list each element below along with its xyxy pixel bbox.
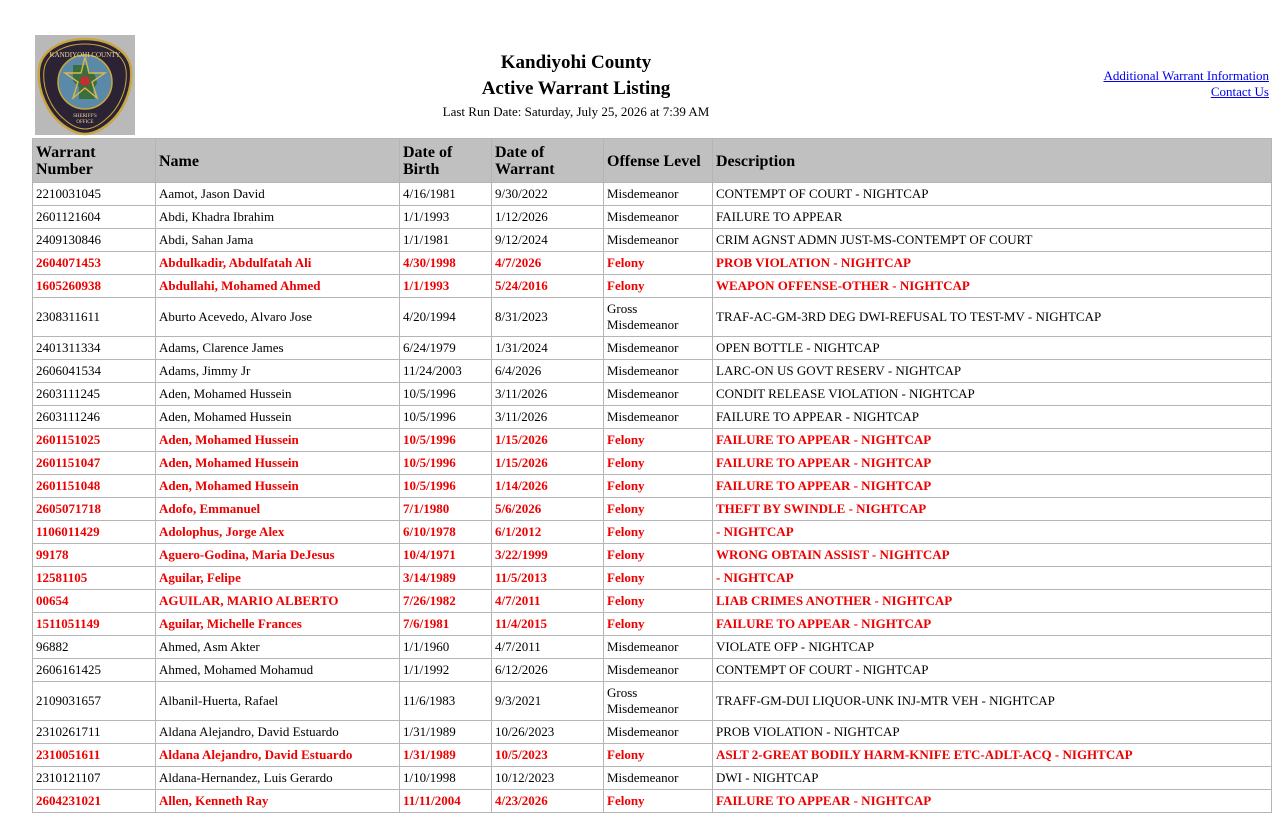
description-cell: CONTEMPT OF COURT - NIGHTCAP bbox=[713, 183, 1272, 206]
warrant-number-cell: 1106011429 bbox=[33, 521, 156, 544]
warrant-number-cell: 2310121107 bbox=[33, 767, 156, 790]
date-of-warrant-cell: 10/5/2023 bbox=[492, 744, 604, 767]
date-of-birth-cell: 11/24/2003 bbox=[400, 360, 492, 383]
date-of-birth-cell: 1/1/1981 bbox=[400, 229, 492, 252]
table-row bbox=[33, 183, 1272, 206]
date-of-birth-cell: 1/1/1993 bbox=[400, 275, 492, 298]
name-cell: Ahmed, Mohamed Mohamud bbox=[156, 659, 400, 682]
table-row bbox=[33, 767, 1272, 790]
offense-level-cell: Gross Misdemeanor bbox=[604, 682, 713, 721]
col-header-warrant-number: Warrant Number bbox=[33, 139, 156, 183]
table-row bbox=[33, 360, 1272, 383]
offense-level-cell: Misdemeanor bbox=[604, 229, 713, 252]
warrant-table bbox=[32, 138, 1272, 813]
col-header-offense-level: Offense Level bbox=[604, 139, 713, 183]
svg-text:SHERIFF'S: SHERIFF'S bbox=[73, 114, 97, 119]
col-header-description: Description bbox=[713, 139, 1272, 183]
description-cell: PROB VIOLATION - NIGHTCAP bbox=[713, 252, 1272, 275]
page-header bbox=[0, 0, 1280, 138]
name-cell: Ahmed, Asm Akter bbox=[156, 636, 400, 659]
date-of-birth-cell: 10/5/1996 bbox=[400, 383, 492, 406]
offense-level-cell: Felony bbox=[604, 452, 713, 475]
offense-level-cell: Misdemeanor bbox=[604, 767, 713, 790]
page-subtitle: Active Warrant Listing bbox=[481, 78, 671, 99]
date-of-birth-cell: 4/20/1994 bbox=[400, 298, 492, 337]
date-of-warrant-cell: 1/12/2026 bbox=[492, 206, 604, 229]
description-cell: FAILURE TO APPEAR - NIGHTCAP bbox=[713, 613, 1272, 636]
description-cell: CRIM AGNST ADMN JUST-MS-CONTEMPT OF COURT bbox=[713, 229, 1272, 252]
table-row bbox=[33, 682, 1272, 721]
name-cell: Adolophus, Jorge Alex bbox=[156, 521, 400, 544]
date-of-warrant-cell: 11/4/2015 bbox=[492, 613, 604, 636]
table-row bbox=[33, 744, 1272, 767]
warrant-number-cell: 1511051149 bbox=[33, 613, 156, 636]
table-row bbox=[33, 429, 1272, 452]
offense-level-cell: Felony bbox=[604, 475, 713, 498]
offense-level-cell: Felony bbox=[604, 429, 713, 452]
date-of-birth-cell: 1/1/1960 bbox=[400, 636, 492, 659]
description-cell: FAILURE TO APPEAR - NIGHTCAP bbox=[713, 452, 1272, 475]
offense-level-cell: Felony bbox=[604, 544, 713, 567]
date-of-birth-cell: 4/30/1998 bbox=[400, 252, 492, 275]
offense-level-cell: Felony bbox=[604, 613, 713, 636]
table-row bbox=[33, 659, 1272, 682]
description-cell: THEFT BY SWINDLE - NIGHTCAP bbox=[713, 498, 1272, 521]
date-of-warrant-cell: 10/26/2023 bbox=[492, 721, 604, 744]
date-of-birth-cell: 10/4/1971 bbox=[400, 544, 492, 567]
name-cell: Aburto Acevedo, Alvaro Jose bbox=[156, 298, 400, 337]
description-cell: DWI - NIGHTCAP bbox=[713, 767, 1272, 790]
header-links bbox=[1103, 68, 1269, 100]
table-row bbox=[33, 590, 1272, 613]
date-of-warrant-cell: 3/22/1999 bbox=[492, 544, 604, 567]
warrant-number-cell: 2605071718 bbox=[33, 498, 156, 521]
date-of-birth-cell: 1/1/1992 bbox=[400, 659, 492, 682]
table-row bbox=[33, 544, 1272, 567]
description-cell: LARC-ON US GOVT RESERV - NIGHTCAP bbox=[713, 360, 1272, 383]
date-of-warrant-cell: 4/7/2011 bbox=[492, 590, 604, 613]
warrant-number-cell: 2409130846 bbox=[33, 229, 156, 252]
date-of-birth-cell: 1/1/1993 bbox=[400, 206, 492, 229]
date-of-warrant-cell: 11/5/2013 bbox=[492, 567, 604, 590]
date-of-birth-cell: 10/5/1996 bbox=[400, 429, 492, 452]
date-of-warrant-cell: 9/3/2021 bbox=[492, 682, 604, 721]
name-cell: Aldana-Hernandez, Luis Gerardo bbox=[156, 767, 400, 790]
table-row bbox=[33, 498, 1272, 521]
additional-warrant-info-link[interactable]: Additional Warrant Information bbox=[1103, 68, 1269, 83]
warrant-number-cell: 2603111246 bbox=[33, 406, 156, 429]
warrant-number-cell: 2601151047 bbox=[33, 452, 156, 475]
warrant-number-cell: 96882 bbox=[33, 636, 156, 659]
warrant-number-cell: 2109031657 bbox=[33, 682, 156, 721]
table-row bbox=[33, 337, 1272, 360]
name-cell: AGUILAR, MARIO ALBERTO bbox=[156, 590, 400, 613]
offense-level-cell: Misdemeanor bbox=[604, 337, 713, 360]
description-cell: FAILURE TO APPEAR - NIGHTCAP bbox=[713, 790, 1272, 813]
svg-text:OFFICE: OFFICE bbox=[76, 120, 94, 125]
warrant-number-cell: 00654 bbox=[33, 590, 156, 613]
date-of-birth-cell: 1/31/1989 bbox=[400, 721, 492, 744]
name-cell: Aguilar, Michelle Frances bbox=[156, 613, 400, 636]
offense-level-cell: Felony bbox=[604, 498, 713, 521]
offense-level-cell: Felony bbox=[604, 252, 713, 275]
page-title: Kandiyohi County bbox=[500, 52, 652, 73]
description-cell: TRAFF-GM-DUI LIQUOR-UNK INJ-MTR VEH - NIGHTCAP bbox=[713, 682, 1272, 721]
warrant-number-cell: 2601121604 bbox=[33, 206, 156, 229]
date-of-warrant-cell: 1/15/2026 bbox=[492, 429, 604, 452]
col-header-date-of-warrant: Date of Warrant bbox=[492, 139, 604, 183]
description-cell: WEAPON OFFENSE-OTHER - NIGHTCAP bbox=[713, 275, 1272, 298]
description-cell: FAILURE TO APPEAR - NIGHTCAP bbox=[713, 406, 1272, 429]
warrant-number-cell: 2604231021 bbox=[33, 790, 156, 813]
offense-level-cell: Misdemeanor bbox=[604, 360, 713, 383]
name-cell: Aden, Mohamed Hussein bbox=[156, 406, 400, 429]
description-cell: FAILURE TO APPEAR - NIGHTCAP bbox=[713, 429, 1272, 452]
description-cell: CONTEMPT OF COURT - NIGHTCAP bbox=[713, 659, 1272, 682]
offense-level-cell: Misdemeanor bbox=[604, 659, 713, 682]
table-row bbox=[33, 383, 1272, 406]
date-of-warrant-cell: 9/30/2022 bbox=[492, 183, 604, 206]
description-cell: PROB VIOLATION - NIGHTCAP bbox=[713, 721, 1272, 744]
description-cell: ASLT 2-GREAT BODILY HARM-KNIFE ETC-ADLT-ACQ - NIGHTCAP bbox=[713, 744, 1272, 767]
offense-level-cell: Misdemeanor bbox=[604, 206, 713, 229]
table-row bbox=[33, 452, 1272, 475]
date-of-birth-cell: 10/5/1996 bbox=[400, 475, 492, 498]
warrant-number-cell: 99178 bbox=[33, 544, 156, 567]
name-cell: Aamot, Jason David bbox=[156, 183, 400, 206]
date-of-warrant-cell: 5/24/2016 bbox=[492, 275, 604, 298]
date-of-warrant-cell: 1/15/2026 bbox=[492, 452, 604, 475]
table-row bbox=[33, 567, 1272, 590]
table-row bbox=[33, 298, 1272, 337]
warrant-number-cell: 2310261711 bbox=[33, 721, 156, 744]
date-of-warrant-cell: 1/31/2024 bbox=[492, 337, 604, 360]
warrant-number-cell: 2308311611 bbox=[33, 298, 156, 337]
description-cell: OPEN BOTTLE - NIGHTCAP bbox=[713, 337, 1272, 360]
table-row bbox=[33, 721, 1272, 744]
name-cell: Adams, Jimmy Jr bbox=[156, 360, 400, 383]
table-row bbox=[33, 252, 1272, 275]
name-cell: Aldana Alejandro, David Estuardo bbox=[156, 744, 400, 767]
name-cell: Aden, Mohamed Hussein bbox=[156, 429, 400, 452]
date-of-warrant-cell: 5/6/2026 bbox=[492, 498, 604, 521]
offense-level-cell: Misdemeanor bbox=[604, 383, 713, 406]
offense-level-cell: Misdemeanor bbox=[604, 406, 713, 429]
date-of-birth-cell: 4/16/1981 bbox=[400, 183, 492, 206]
warrant-number-cell: 2601151025 bbox=[33, 429, 156, 452]
date-of-warrant-cell: 4/23/2026 bbox=[492, 790, 604, 813]
description-cell: - NIGHTCAP bbox=[713, 567, 1272, 590]
date-of-warrant-cell: 3/11/2026 bbox=[492, 383, 604, 406]
date-of-birth-cell: 10/5/1996 bbox=[400, 452, 492, 475]
description-cell: TRAF-AC-GM-3RD DEG DWI-REFUSAL TO TEST-MV - NIGHTCAP bbox=[713, 298, 1272, 337]
date-of-birth-cell: 6/24/1979 bbox=[400, 337, 492, 360]
offense-level-cell: Misdemeanor bbox=[604, 636, 713, 659]
offense-level-cell: Misdemeanor bbox=[604, 183, 713, 206]
date-of-birth-cell: 10/5/1996 bbox=[400, 406, 492, 429]
sheriff-badge-icon bbox=[35, 35, 135, 135]
description-cell: CONDIT RELEASE VIOLATION - NIGHTCAP bbox=[713, 383, 1272, 406]
name-cell: Aden, Mohamed Hussein bbox=[156, 452, 400, 475]
title-block bbox=[400, 50, 752, 121]
table-row bbox=[33, 790, 1272, 813]
name-cell: Allen, Kenneth Ray bbox=[156, 790, 400, 813]
offense-level-cell: Felony bbox=[604, 590, 713, 613]
table-row bbox=[33, 275, 1272, 298]
description-cell: VIOLATE OFP - NIGHTCAP bbox=[713, 636, 1272, 659]
warrant-number-cell: 2401311334 bbox=[33, 337, 156, 360]
date-of-birth-cell: 11/11/2004 bbox=[400, 790, 492, 813]
offense-level-cell: Gross Misdemeanor bbox=[604, 298, 713, 337]
name-cell: Abdi, Khadra Ibrahim bbox=[156, 206, 400, 229]
name-cell: Aguilar, Felipe bbox=[156, 567, 400, 590]
last-run-date: Last Run Date: Saturday, July 25, 2026 at 7:39 AM bbox=[442, 104, 710, 119]
name-cell: Abdi, Sahan Jama bbox=[156, 229, 400, 252]
warrant-number-cell: 2310051611 bbox=[33, 744, 156, 767]
offense-level-cell: Felony bbox=[604, 744, 713, 767]
table-row bbox=[33, 406, 1272, 429]
name-cell: Abdulkadir, Abdulfatah Ali bbox=[156, 252, 400, 275]
name-cell: Albanil-Huerta, Rafael bbox=[156, 682, 400, 721]
offense-level-cell: Felony bbox=[604, 521, 713, 544]
offense-level-cell: Felony bbox=[604, 567, 713, 590]
date-of-warrant-cell: 1/14/2026 bbox=[492, 475, 604, 498]
date-of-warrant-cell: 9/12/2024 bbox=[492, 229, 604, 252]
date-of-warrant-cell: 10/12/2023 bbox=[492, 767, 604, 790]
warrant-number-cell: 2603111245 bbox=[33, 383, 156, 406]
description-cell: - NIGHTCAP bbox=[713, 521, 1272, 544]
date-of-birth-cell: 7/1/1980 bbox=[400, 498, 492, 521]
name-cell: Aden, Mohamed Hussein bbox=[156, 383, 400, 406]
date-of-birth-cell: 11/6/1983 bbox=[400, 682, 492, 721]
table-header-row bbox=[33, 139, 1272, 183]
col-header-name: Name bbox=[156, 139, 400, 183]
warrant-table-body bbox=[33, 183, 1272, 813]
offense-level-cell: Felony bbox=[604, 790, 713, 813]
date-of-warrant-cell: 6/1/2012 bbox=[492, 521, 604, 544]
date-of-birth-cell: 7/26/1982 bbox=[400, 590, 492, 613]
name-cell: Aden, Mohamed Hussein bbox=[156, 475, 400, 498]
description-cell: FAILURE TO APPEAR bbox=[713, 206, 1272, 229]
col-header-date-of-birth: Date of Birth bbox=[400, 139, 492, 183]
date-of-warrant-cell: 8/31/2023 bbox=[492, 298, 604, 337]
table-row bbox=[33, 613, 1272, 636]
name-cell: Abdullahi, Mohamed Ahmed bbox=[156, 275, 400, 298]
warrant-number-cell: 2604071453 bbox=[33, 252, 156, 275]
table-row bbox=[33, 521, 1272, 544]
date-of-birth-cell: 1/31/1989 bbox=[400, 744, 492, 767]
name-cell: Adofo, Emmanuel bbox=[156, 498, 400, 521]
contact-us-link[interactable]: Contact Us bbox=[1210, 84, 1269, 99]
offense-level-cell: Misdemeanor bbox=[604, 721, 713, 744]
warrant-number-cell: 2210031045 bbox=[33, 183, 156, 206]
description-cell: WRONG OBTAIN ASSIST - NIGHTCAP bbox=[713, 544, 1272, 567]
date-of-warrant-cell: 6/12/2026 bbox=[492, 659, 604, 682]
table-row bbox=[33, 636, 1272, 659]
date-of-birth-cell: 1/10/1998 bbox=[400, 767, 492, 790]
name-cell: Aldana Alejandro, David Estuardo bbox=[156, 721, 400, 744]
name-cell: Adams, Clarence James bbox=[156, 337, 400, 360]
svg-text:KANDIYOHI COUNTY: KANDIYOHI COUNTY bbox=[49, 51, 121, 59]
table-row bbox=[33, 229, 1272, 252]
date-of-warrant-cell: 3/11/2026 bbox=[492, 406, 604, 429]
warrant-number-cell: 12581105 bbox=[33, 567, 156, 590]
date-of-birth-cell: 7/6/1981 bbox=[400, 613, 492, 636]
warrant-number-cell: 1605260938 bbox=[33, 275, 156, 298]
name-cell: Aguero-Godina, Maria DeJesus bbox=[156, 544, 400, 567]
date-of-warrant-cell: 6/4/2026 bbox=[492, 360, 604, 383]
warrant-number-cell: 2601151048 bbox=[33, 475, 156, 498]
description-cell: LIAB CRIMES ANOTHER - NIGHTCAP bbox=[713, 590, 1272, 613]
date-of-birth-cell: 3/14/1989 bbox=[400, 567, 492, 590]
warrant-number-cell: 2606161425 bbox=[33, 659, 156, 682]
date-of-warrant-cell: 4/7/2026 bbox=[492, 252, 604, 275]
warrant-number-cell: 2606041534 bbox=[33, 360, 156, 383]
date-of-warrant-cell: 4/7/2011 bbox=[492, 636, 604, 659]
table-row bbox=[33, 475, 1272, 498]
date-of-birth-cell: 6/10/1978 bbox=[400, 521, 492, 544]
description-cell: FAILURE TO APPEAR - NIGHTCAP bbox=[713, 475, 1272, 498]
offense-level-cell: Felony bbox=[604, 275, 713, 298]
table-row bbox=[33, 206, 1272, 229]
